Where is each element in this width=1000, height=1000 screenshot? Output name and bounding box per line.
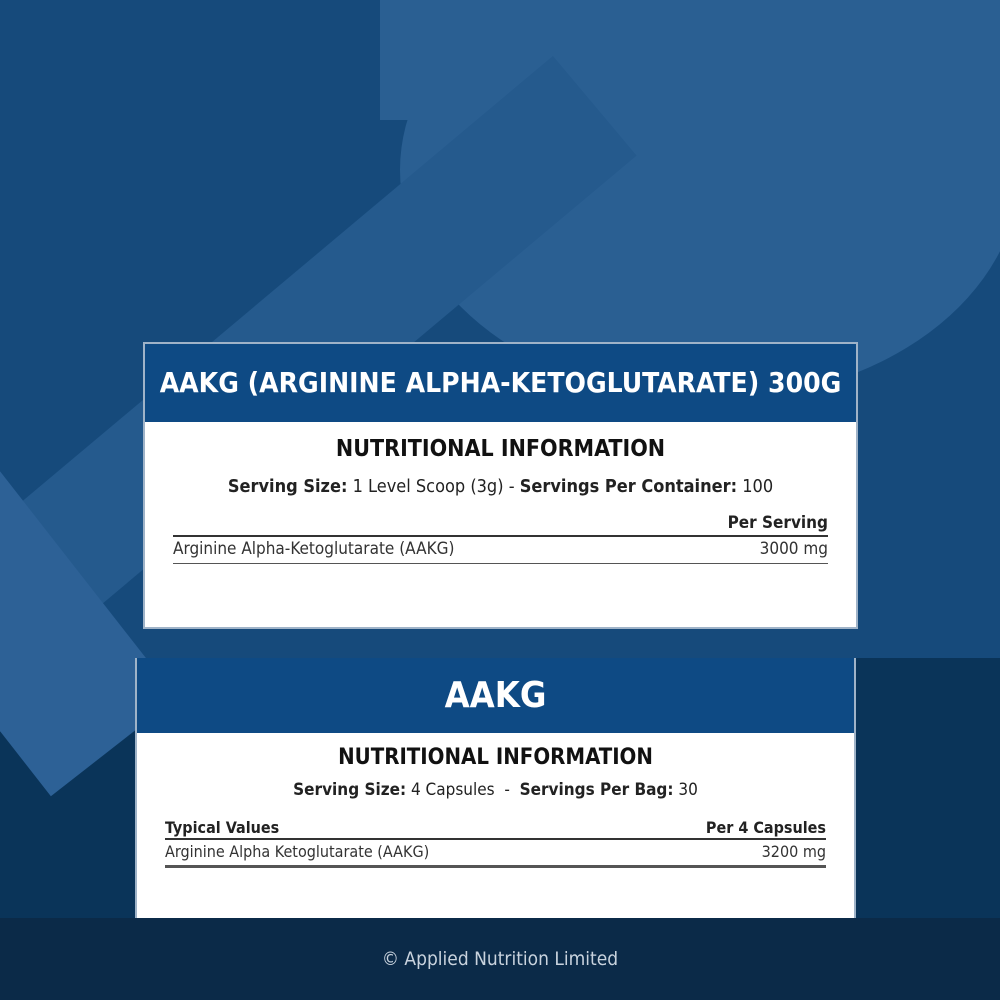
label-title: AAKG (ARGININE ALPHA-KETOGLUTARATE) 300G [145,344,856,422]
column-left-header: Typical Values [165,818,280,837]
column-header: Per 4 Capsules [705,818,826,837]
serving-size-value: 1 Level Scoop (3g) [352,476,504,497]
nutrient-name: Arginine Alpha-Ketoglutarate (AAKG) [173,539,455,559]
label-title: AAKG [137,658,854,733]
nutrient-value: 3000 mg [759,539,828,559]
nutrition-label-powder [143,342,858,629]
servings-value: 100 [742,476,774,497]
serving-size-label: Serving Size: [227,476,348,497]
servings-value: 30 [678,780,698,800]
serving-info [145,476,856,497]
separator: - [504,780,510,800]
column-header: Per Serving [727,513,828,533]
serving-size-value: 4 Capsules [410,780,495,800]
separator: - [508,476,515,497]
servings-label: Servings Per Container: [519,476,738,497]
copyright-footer: © Applied Nutrition Limited [0,918,1000,1000]
label-heading: NUTRITIONAL INFORMATION [335,436,666,462]
nutrient-value: 3200 mg [761,842,826,861]
bg-bar [380,0,1000,120]
table-row [173,537,828,564]
table-header [173,513,828,537]
servings-label: Servings Per Bag: [519,780,674,800]
serving-size-label: Serving Size: [293,780,407,800]
nutrition-label-capsules [135,658,856,920]
nutrient-name: Arginine Alpha Ketoglutarate (AAKG) [165,842,430,861]
serving-info [137,780,854,800]
table-header [165,818,826,840]
table-row [165,840,826,868]
label-heading: NUTRITIONAL INFORMATION [338,745,653,770]
